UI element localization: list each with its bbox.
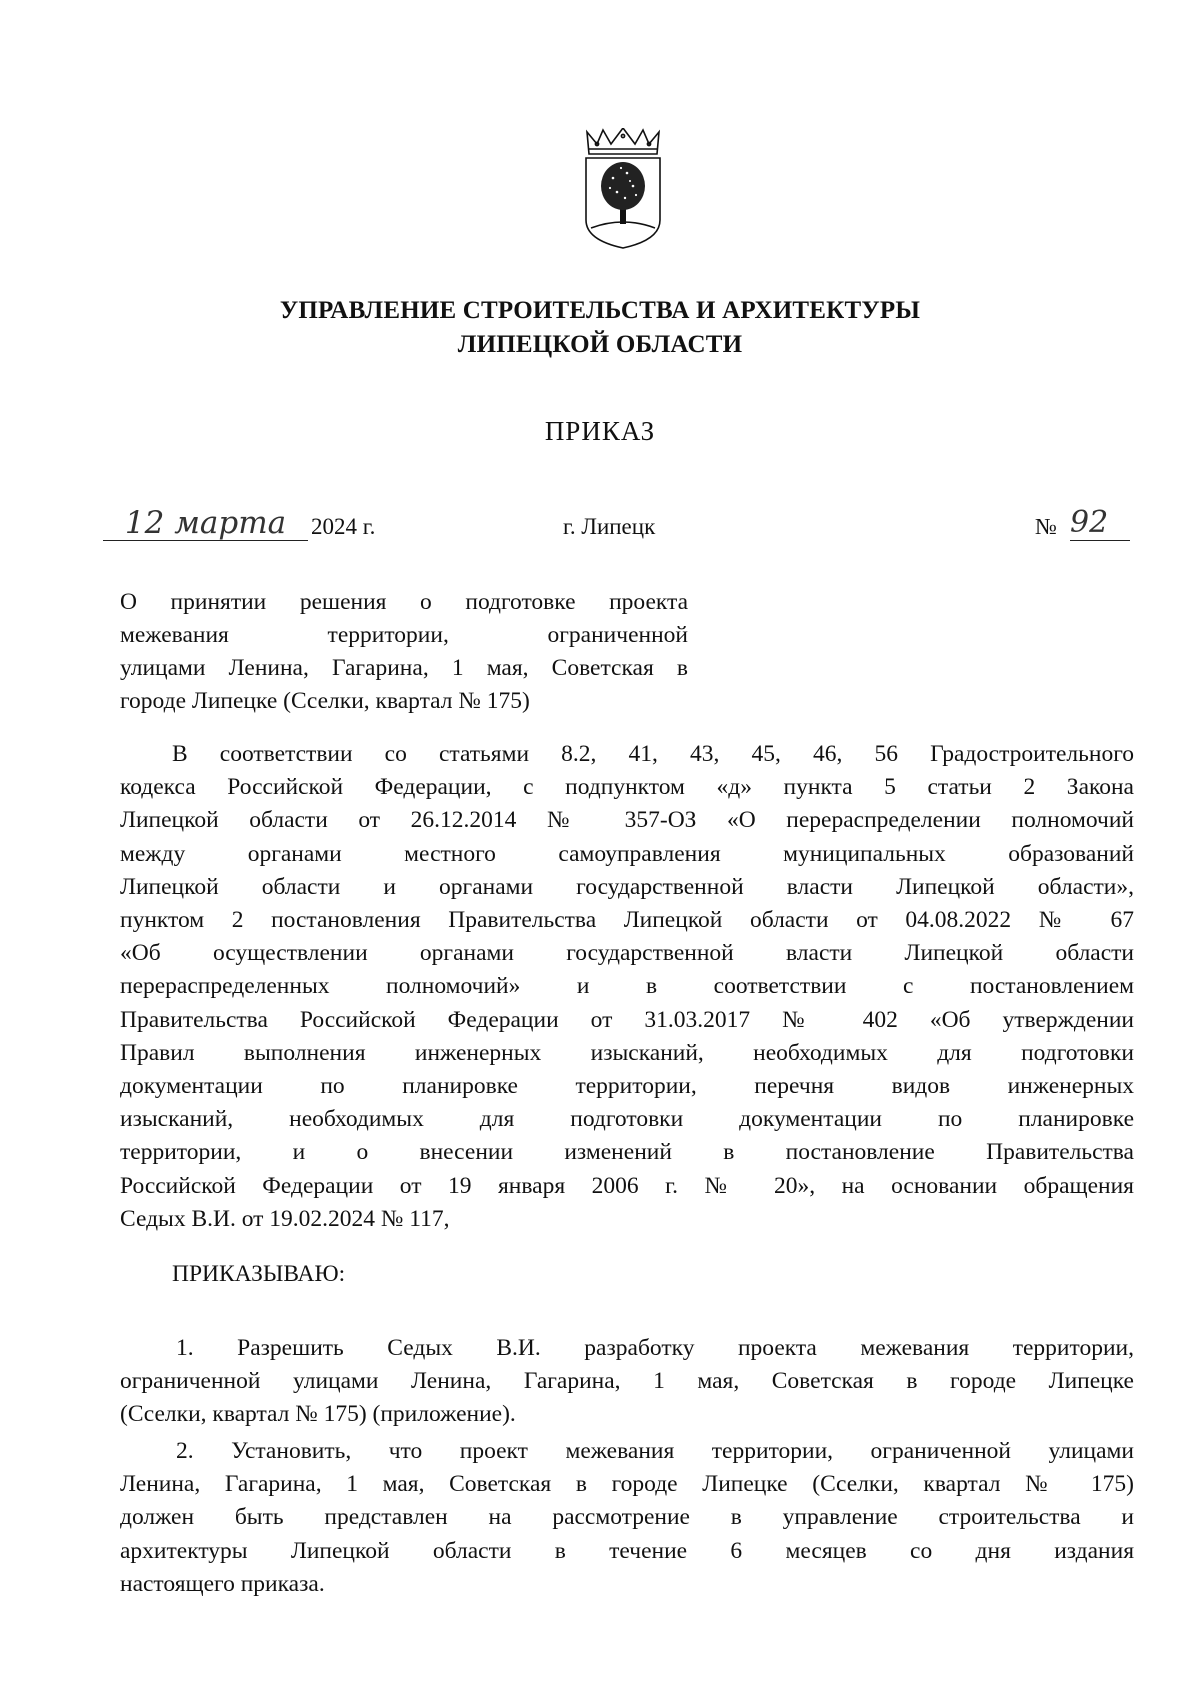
document-type: ПРИКАЗ (544, 416, 656, 446)
text-line: (Сселки, квартал № 175) (приложение). (120, 1401, 516, 1428)
text-line: Правительства Российской Федерации от 31.03.2017 № 402 «Об утверждении (120, 1006, 1134, 1033)
text-line: В соответствии со статьями 8.2, 41, 43, 45, 46, 56 Градостроительного (172, 741, 1134, 767)
organization-name-line1: УПРАВЛЕНИЕ СТРОИТЕЛЬСТВА И АРХИТЕКТУРЫ (279, 297, 921, 324)
date-year: 2024 г. (311, 514, 376, 539)
order-word: ПРИКАЗЫВАЮ: (172, 1261, 346, 1287)
text-line: Липецкой области от 26.12.2014 № 357-ОЗ «О перераспределении полномочий (120, 807, 1134, 834)
text-line: 2. Установить, что проект межевания территории, ограниченной улицами (176, 1438, 1134, 1464)
number-label: № (1035, 514, 1057, 539)
text-line: Ленина, Гагарина, 1 мая, Советская в городе Липецке (Сселки, квартал № 175) (120, 1471, 1134, 1498)
text-line: Липецкой области и органами государственной власти Липецкой области», (120, 873, 1134, 900)
order-item-1 (120, 1332, 1134, 1432)
order-item-2 (120, 1435, 1134, 1601)
city: г. Липецк (563, 514, 656, 539)
text-line: Правил выполнения инженерных изысканий, необходимых для подготовки (120, 1039, 1134, 1066)
text-line: настоящего приказа. (120, 1570, 325, 1597)
text-line: территории, и о внесении изменений в постановление Правительства (120, 1139, 1134, 1166)
text-line: ограниченной улицами Ленина, Гагарина, 1 мая, Советская в городе Липецке (120, 1368, 1134, 1395)
text-line: Седых В.И. от 19.02.2024 № 117, (120, 1205, 450, 1232)
text-line: кодекса Российской Федерации, с подпунктом «д» пункта 5 статьи 2 Закона (120, 774, 1134, 801)
organization-name-line2: ЛИПЕЦКОЙ ОБЛАСТИ (457, 331, 743, 358)
text-line: должен быть представлен на рассмотрение в управление строительства и (120, 1504, 1134, 1531)
text-line: 1. Разрешить Седых В.И. разработку проекта межевания территории, (176, 1335, 1134, 1361)
text-line: пунктом 2 постановления Правительства Липецкой области от 04.08.2022 № 67 (120, 907, 1134, 934)
text-line: перераспределенных полномочий» и в соответствии с постановлением (120, 973, 1134, 1000)
handwritten-date: 12 марта (103, 506, 308, 541)
text-line: между органами местного самоуправления муниципальных образований (120, 840, 1134, 867)
text-line: «Об осуществлении органами государственной власти Липецкой области (120, 940, 1134, 967)
text-line: документации по планировке территории, перечня видов инженерных (120, 1073, 1134, 1100)
handwritten-number: 92 (1070, 506, 1130, 541)
preamble-paragraph (120, 738, 1134, 1236)
text-line: Российской Федерации от 19 января 2006 г. № 20», на основании обращения (120, 1172, 1134, 1199)
date-number-line (0, 505, 1200, 554)
text-line: изысканий, необходимых для подготовки документации по планировке (120, 1106, 1134, 1133)
document-subject (120, 586, 688, 718)
subject-line: межевания территории, ограниченной (120, 622, 688, 648)
subject-line: улицами Ленина, Гагарина, 1 мая, Советская в (120, 655, 688, 681)
subject-line: О принятии решения о подготовке проекта (120, 589, 688, 615)
text-line: архитектуры Липецкой области в течение 6 месяцев со дня издания (120, 1537, 1134, 1564)
subject-line: городе Липецке (Сселки, квартал № 175) (120, 688, 530, 714)
coat-of-arms-icon (583, 128, 663, 250)
